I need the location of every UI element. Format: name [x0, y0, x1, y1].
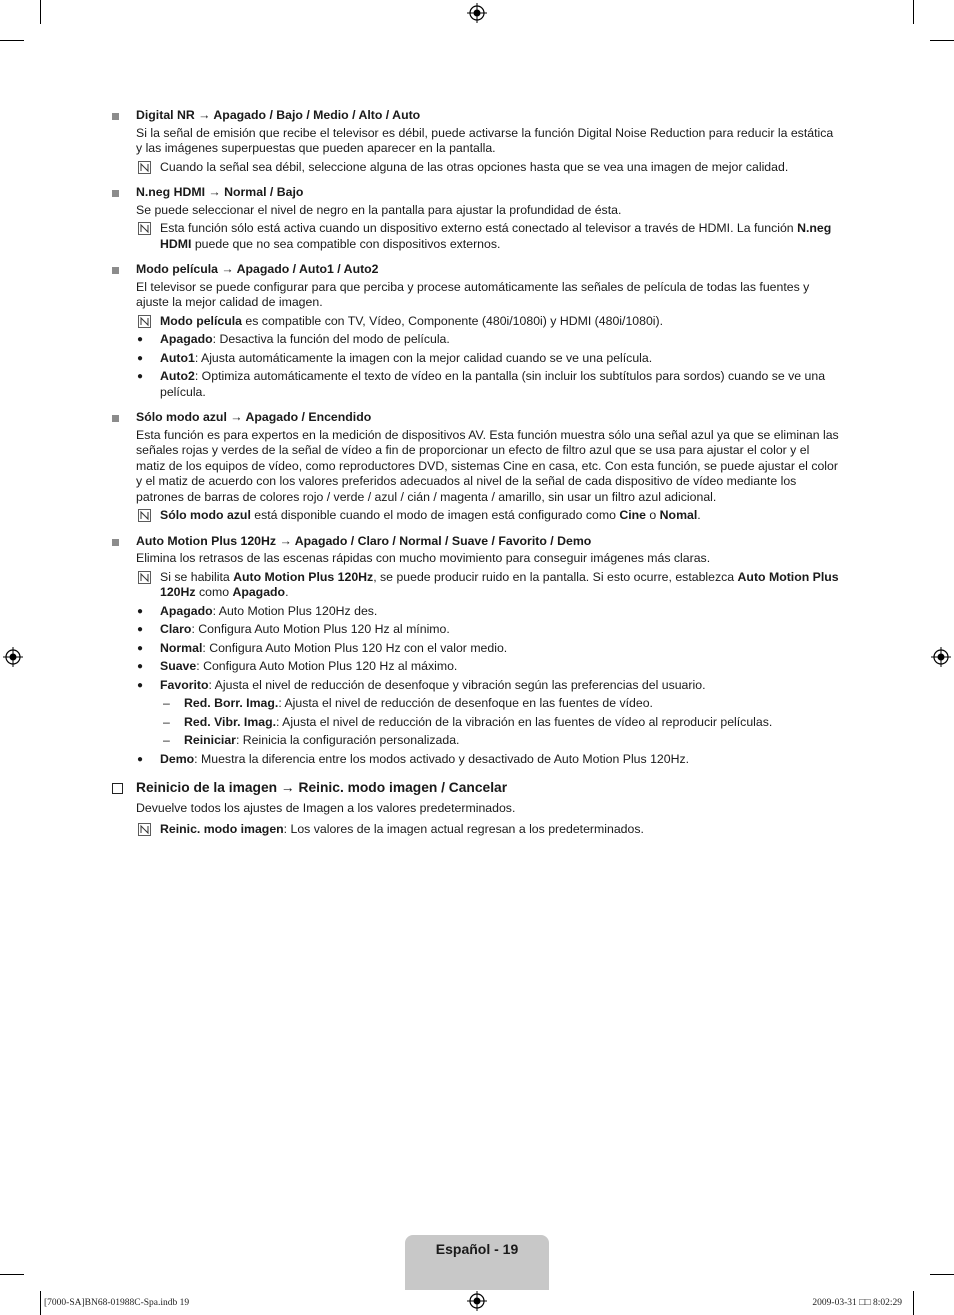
- note: [136, 314, 842, 330]
- note-bold: Apagado: [232, 585, 286, 599]
- list-term: Reiniciar: [184, 733, 236, 747]
- bullet-dot-icon: ●: [137, 661, 144, 672]
- note: [136, 160, 842, 176]
- note-text: .: [697, 508, 701, 522]
- list-desc: : Configura Auto Motion Plus 120 Hz con el valor medio.: [202, 640, 508, 655]
- checkbox-icon: [112, 783, 123, 794]
- note-icon: [138, 509, 151, 522]
- note-text: está disponible cuando el modo de imagen está configurado como: [250, 508, 620, 522]
- list-desc: : Auto Motion Plus 120Hz des.: [212, 603, 378, 618]
- list-term: Normal: [160, 640, 203, 655]
- list-term: Favorito: [160, 677, 209, 692]
- list-desc: : Reinicia la configuración personalizada.: [235, 733, 460, 747]
- list-desc: : Ajusta el nivel de reducción de desenfoque y vibración según las preferencias del usuario.: [208, 677, 706, 692]
- list-desc: : Configura Auto Motion Plus 120 Hz al máximo.: [196, 659, 458, 673]
- note-bold: Sólo modo azul: [160, 508, 251, 522]
- list-desc: : Ajusta el nivel de reducción de desenfoque en las fuentes de vídeo.: [278, 696, 653, 710]
- dash-icon: –: [163, 714, 170, 729]
- bullet-dot-icon: ●: [137, 753, 144, 765]
- crop-mark: [913, 0, 914, 24]
- section-heading: Auto Motion Plus 120Hz → Apagado / Claro / Normal / Suave / Favorito / Demo: [136, 533, 592, 548]
- note-bold: Cine: [619, 508, 646, 522]
- note-icon: [138, 222, 151, 235]
- section-text: El televisor se puede configurar para que perciba y procese automáticamente las señales de película de todas las fuentes y ajuste la mejor calidad de imagen.: [136, 279, 810, 309]
- note-text: .: [285, 585, 289, 599]
- section-text: Devuelve todos los ajustes de Imagen a los valores predeterminados.: [136, 801, 516, 815]
- square-bullet-icon: [112, 267, 119, 274]
- list-desc: : Ajusta el nivel de reducción de la vibración en las fuentes de vídeo al reproducir películas.: [276, 714, 773, 729]
- page-number-tab: [405, 1235, 549, 1290]
- registration-mark-icon: [467, 1291, 487, 1311]
- list-item: [136, 752, 842, 768]
- section-digital-nr: [112, 108, 842, 175]
- note-text: : Los valores de la imagen actual regresan a los predeterminados.: [283, 821, 644, 836]
- note-text: como: [195, 585, 233, 599]
- list-term: Demo: [160, 751, 195, 766]
- square-bullet-icon: [112, 415, 119, 422]
- note: [136, 508, 842, 524]
- section-auto-motion-plus: [112, 534, 842, 768]
- note: [136, 822, 842, 838]
- note-bold: Nomal: [659, 508, 698, 522]
- list-term: Apagado: [160, 603, 213, 618]
- crop-mark: [930, 1274, 954, 1275]
- section-nneg-hdmi: [112, 185, 842, 252]
- note-icon: [138, 571, 151, 584]
- crop-mark: [0, 40, 24, 41]
- list-term: Apagado: [160, 332, 213, 346]
- note-bold: Auto Motion Plus 120Hz: [233, 569, 374, 584]
- square-bullet-icon: [112, 539, 119, 546]
- list-term: Suave: [160, 659, 197, 673]
- square-bullet-icon: [112, 113, 119, 120]
- note-text: es compatible con TV, Vídeo, Componente (480i/1080i) y HDMI (480i/1080i).: [241, 313, 664, 328]
- bullet-dot-icon: ●: [137, 371, 144, 382]
- list-term: Auto1: [160, 350, 195, 365]
- list-term: Claro: [160, 622, 192, 636]
- list-term: Red. Vibr. Imag.: [184, 714, 277, 729]
- section-reinicio-imagen: [112, 779, 842, 837]
- list-desc: : Ajusta automáticamente la imagen con la mejor calidad cuando se ve una película.: [194, 350, 653, 365]
- list-term: Red. Borr. Imag.: [184, 696, 279, 710]
- sub-list-item: [136, 696, 842, 712]
- dash-icon: –: [163, 696, 170, 710]
- list-item: [136, 351, 842, 367]
- crop-mark: [40, 1291, 41, 1315]
- bullet-dot-icon: ●: [137, 679, 144, 691]
- list-desc: : Configura Auto Motion Plus 120 Hz al mínimo.: [191, 622, 450, 636]
- list-desc: : Muestra la diferencia entre los modos activado y desactivado de Auto Motion Plus 120Hz.: [194, 751, 690, 766]
- manual-content: [112, 108, 842, 837]
- list-item: [136, 678, 842, 694]
- note-icon: [138, 161, 151, 174]
- note-icon: [138, 315, 151, 328]
- dash-icon: –: [163, 733, 170, 747]
- note-text: o: [645, 508, 660, 522]
- note: [136, 221, 842, 252]
- footer-timestamp: 2009-03-31 □□ 8:02:29: [812, 1298, 902, 1308]
- section-heading: Digital NR → Apagado / Bajo / Medio / Alto / Auto: [136, 108, 421, 122]
- crop-mark: [930, 40, 954, 41]
- note-text: Si se habilita: [160, 569, 234, 584]
- registration-mark-icon: [931, 647, 951, 667]
- note-bold: Modo película: [160, 313, 242, 328]
- section-text: Se puede seleccionar el nivel de negro en la pantalla para ajustar la profundidad de ésta.: [136, 202, 622, 217]
- list-item: [136, 369, 842, 400]
- section-heading: Sólo modo azul → Apagado / Encendido: [136, 410, 372, 424]
- note-bold: Auto Motion Plus 120Hz: [160, 569, 839, 599]
- section-text: Elimina los retrasos de las escenas rápidas con mucho movimiento para conseguir imágenes más claras.: [136, 551, 711, 565]
- section-solo-modo-azul: [112, 410, 842, 524]
- list-desc: : Optimiza automáticamente el texto de vídeo en la pantalla (sin incluir los subtítulos para sordos) cuando se ve una película.: [160, 369, 826, 399]
- crop-mark: [0, 1274, 24, 1275]
- bullet-dot-icon: ●: [137, 624, 144, 635]
- bullet-dot-icon: ●: [137, 642, 144, 654]
- section-heading: Modo película → Apagado / Auto1 / Auto2: [136, 262, 379, 276]
- sub-list-item: [136, 715, 842, 731]
- section-text: Esta función es para expertos en la medición de dispositivos AV. Esta función muestra sólo una señal azul ya que se eliminan las señales rojas y verdes de la señal de vídeo a fin de proporcionar un efecto de filtro azul que se usa para ajustar el color y el matiz de los equipos de vídeo, como reproductores DVD, sistemas Cine en casa, etc. Con esta función, se puede ajustar el color y el matiz de acuerdo con los valores preferidos adecuados al nivel de la señal de cada dispositivo de vídeo mediante los patrones de barras de colores rojo / verde / azul / cián / magenta / amarillo, sin usar un filtro azul adicional.: [136, 427, 839, 504]
- crop-mark: [40, 0, 41, 24]
- page-label: Español - 19: [435, 1241, 519, 1257]
- list-item: [136, 604, 842, 620]
- section-text: Si la señal de emisión que recibe el televisor es débil, puede activarse la función Digital Noise Reduction para reducir la estática y las imágenes superpuestas que pueden aparecer en la pantalla.: [136, 125, 834, 155]
- note-bold: N.neg HDMI: [160, 221, 832, 251]
- list-item: [136, 622, 842, 638]
- list-desc: : Desactiva la función del modo de película.: [212, 332, 450, 346]
- bullet-dot-icon: ●: [137, 352, 144, 364]
- bullet-dot-icon: ●: [137, 605, 144, 617]
- footer-file-info: [7000-SA]BN68-01988C-Spa.indb 19: [44, 1298, 190, 1308]
- note-icon: [138, 823, 151, 836]
- registration-mark-icon: [3, 647, 23, 667]
- registration-mark-icon: [467, 3, 487, 23]
- bullet-dot-icon: ●: [137, 334, 144, 345]
- note-text: Cuando la señal sea débil, seleccione alguna de las otras opciones hasta que se vea una imagen de mejor calidad.: [160, 159, 789, 174]
- note: [136, 570, 842, 601]
- note-text: puede que no sea compatible con dispositivos externos.: [191, 236, 501, 251]
- note-text: Esta función sólo está activa cuando un dispositivo externo está conectado al televisor a través de HDMI. La función: [160, 221, 798, 235]
- note-text: , se puede producir ruido en la pantalla. Si esto ocurre, establezca: [373, 569, 738, 584]
- sub-list-item: [136, 733, 842, 749]
- list-term: Auto2: [160, 369, 195, 383]
- section-heading: N.neg HDMI → Normal / Bajo: [136, 185, 304, 199]
- square-bullet-icon: [112, 190, 119, 197]
- section-modo-pelicula: [112, 262, 842, 400]
- list-item: [136, 641, 842, 657]
- section-heading: Reinicio de la imagen → Reinic. modo imagen / Cancelar: [136, 780, 508, 795]
- list-item: [136, 659, 842, 675]
- note-bold: Reinic. modo imagen: [160, 821, 284, 836]
- list-item: [136, 332, 842, 348]
- crop-mark: [913, 1291, 914, 1315]
